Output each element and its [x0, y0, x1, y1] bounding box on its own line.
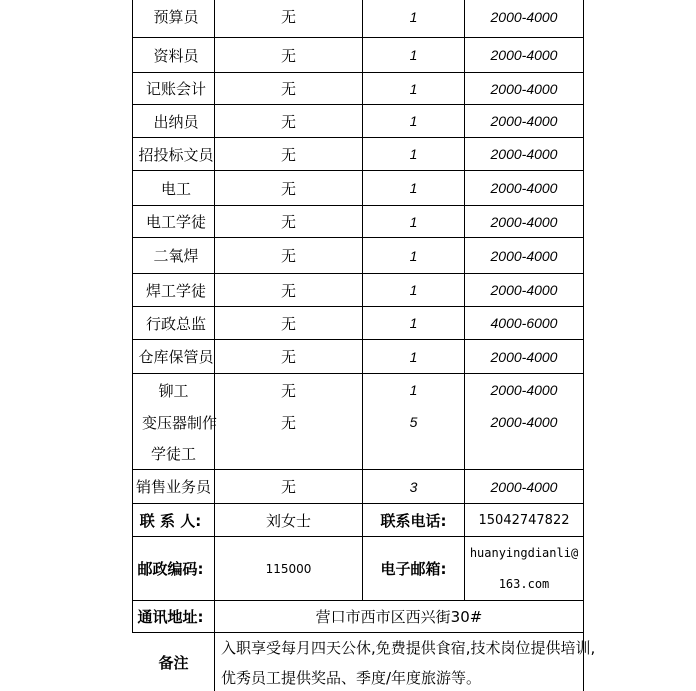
salary-cell: 2000-4000 — [490, 247, 558, 264]
address-value: 营口市西市区西兴街30# — [315, 608, 483, 626]
experience-cell: 无 — [280, 413, 296, 432]
experience-cell: 无 — [280, 8, 296, 26]
position-cell: 电工 — [160, 179, 191, 198]
salary-cell: 2000-4000 — [490, 146, 558, 162]
position-cell: 学徒工 — [150, 444, 196, 463]
count-cell: 1 — [409, 113, 418, 129]
phone-value: 15042747822 — [478, 512, 570, 528]
experience-cell: 无 — [280, 314, 296, 333]
count-cell: 1 — [409, 382, 418, 398]
salary-cell: 2000-4000 — [490, 213, 558, 230]
remark-label: 备注 — [158, 653, 189, 672]
position-cell: 预算员 — [153, 8, 199, 26]
experience-cell: 无 — [280, 179, 296, 198]
position-cell: 焊工学徒 — [145, 281, 206, 300]
salary-cell: 2000-4000 — [490, 180, 558, 196]
salary-cell: 2000-4000 — [490, 47, 558, 63]
salary-cell: 2000-4000 — [490, 113, 558, 129]
experience-cell: 无 — [280, 112, 296, 131]
email-line: huanyingdianli@ — [469, 546, 579, 560]
count-cell: 1 — [409, 180, 418, 196]
experience-cell: 无 — [280, 348, 296, 366]
salary-cell: 4000-6000 — [490, 315, 558, 331]
position-cell: 销售业务员 — [136, 478, 212, 496]
experience-cell: 无 — [280, 381, 296, 400]
salary-cell: 2000-4000 — [490, 414, 558, 430]
experience-cell: 无 — [280, 247, 296, 265]
experience-cell: 无 — [280, 80, 296, 98]
salary-cell: 2000-4000 — [490, 348, 558, 365]
address-label: 通讯地址: — [137, 608, 204, 626]
position-cell: 仓库保管员 — [138, 348, 214, 366]
salary-cell: 2000-4000 — [490, 80, 558, 97]
count-cell: 1 — [409, 348, 418, 365]
count-cell: 3 — [409, 478, 418, 495]
count-cell: 1 — [409, 8, 418, 25]
count-cell: 5 — [409, 414, 418, 430]
salary-cell: 2000-4000 — [490, 8, 558, 25]
experience-cell: 无 — [280, 213, 296, 231]
remark-line: 优秀员工提供奖品、季度/年度旅游等。 — [221, 669, 482, 687]
contact-label: 联 系 人: — [139, 511, 202, 530]
count-cell: 1 — [409, 315, 418, 331]
position-cell: 出纳员 — [153, 112, 199, 131]
count-cell: 1 — [409, 47, 418, 63]
postcode-label: 邮政编码: — [137, 560, 204, 578]
email-label: 电子邮箱: — [380, 560, 447, 578]
remark-line: 入职享受每月四天公休,免费提供食宿,技术岗位提供培训, — [221, 639, 596, 657]
position-cell: 电工学徒 — [145, 213, 206, 231]
experience-cell: 无 — [280, 478, 296, 496]
count-cell: 1 — [409, 213, 418, 230]
salary-cell: 2000-4000 — [490, 478, 558, 495]
count-cell: 1 — [409, 282, 418, 298]
experience-cell: 无 — [280, 145, 296, 164]
email-line: 163.com — [498, 577, 550, 591]
salary-cell: 2000-4000 — [490, 282, 558, 298]
position-cell: 行政总监 — [145, 314, 206, 333]
contact-value: 刘女士 — [265, 511, 311, 530]
position-cell: 铆工 — [158, 381, 189, 400]
position-cell: 记账会计 — [145, 80, 206, 98]
experience-cell: 无 — [280, 281, 296, 300]
position-cell: 变压器制作 — [142, 413, 218, 432]
phone-label: 联系电话: — [380, 511, 447, 530]
position-cell: 招投标文员 — [138, 145, 214, 164]
count-cell: 1 — [409, 146, 418, 162]
salary-cell: 2000-4000 — [490, 382, 558, 398]
count-cell: 1 — [409, 247, 418, 264]
experience-cell: 无 — [280, 46, 296, 65]
postcode-value: 115000 — [265, 561, 312, 576]
position-cell: 二氧焊 — [153, 247, 199, 265]
count-cell: 1 — [409, 80, 418, 97]
position-cell: 资料员 — [153, 46, 199, 65]
